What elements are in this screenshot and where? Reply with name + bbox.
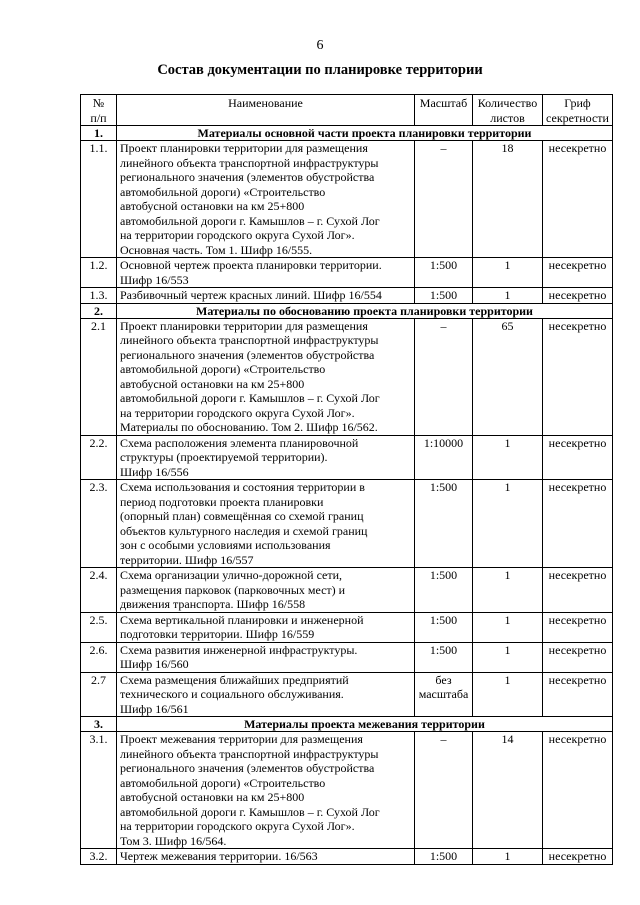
item-scale (415, 612, 473, 642)
item-name-line: Схема размещения ближайших предприятий (120, 672, 349, 687)
item-scale-line: 1:500 (429, 568, 458, 582)
item-name-line: Шифр 16/561 (120, 701, 189, 716)
item-number: 2.4. (81, 568, 117, 613)
item-scale-line: масштаба (418, 687, 469, 701)
item-name-line: подготовки территории. Шифр 16/559 (120, 627, 315, 641)
item-sheets: 14 (473, 732, 543, 849)
header-sheets (473, 95, 543, 126)
item-name-line: Схема организации улично-дорожной сети, (120, 568, 343, 582)
item-scale-line: – (440, 318, 447, 333)
item-sheets: 1 (473, 642, 543, 672)
item-secrecy: несекретно (543, 288, 613, 304)
header-name (117, 95, 415, 126)
item-scale-line: 1:500 (429, 612, 458, 627)
item-scale (415, 732, 473, 849)
header-secrecy-line: Гриф (564, 96, 591, 110)
table-row (81, 849, 613, 865)
header-name-text: Наименование (228, 96, 303, 110)
table-row (81, 318, 613, 435)
item-scale-line: – (440, 732, 447, 746)
item-name (117, 480, 415, 568)
item-name-line: (опорный план) совмещённая со схемой границ (120, 509, 364, 523)
item-secrecy: несекретно (543, 480, 613, 568)
item-name (117, 141, 415, 258)
item-scale-line: 1:10000 (423, 435, 464, 450)
header-scale-text: Масштаб (419, 96, 468, 110)
item-name-line: размещения парковок (парковочных мест) и (120, 582, 346, 597)
item-secrecy: несекретно (543, 732, 613, 849)
item-secrecy: несекретно (543, 642, 613, 672)
item-number: 2.6. (81, 642, 117, 672)
item-name-line: автомобильной дороги г. Камышлов – г. Сухой Лог (120, 804, 380, 819)
item-name-line: Чертеж межевания территории. 16/563 (120, 849, 318, 863)
item-name-line: регионального значения (элементов обустройства (120, 347, 375, 362)
item-name-line: Проект планировки территории для размещения (120, 141, 368, 155)
item-name-line: Схема расположения элемента планировочной (120, 435, 359, 450)
item-name-line: на территории городского округа Сухой Лог». (120, 405, 355, 420)
item-sheets: 1 (473, 480, 543, 568)
item-number: 3.1. (81, 732, 117, 849)
item-scale (415, 480, 473, 568)
document-title: Состав документации по планировке территории (157, 62, 483, 78)
table-row (81, 612, 613, 642)
item-scale-line: без (435, 672, 452, 687)
item-number: 1.3. (81, 288, 117, 304)
item-sheets: 18 (473, 141, 543, 258)
item-sheets: 1 (473, 849, 543, 865)
item-secrecy: несекретно (543, 672, 613, 717)
item-number: 1.1. (81, 141, 117, 258)
item-name-line: Схема использования и состояния территории в (120, 480, 365, 494)
page-number: 6 (316, 38, 324, 53)
item-name (117, 612, 415, 642)
item-secrecy: несекретно (543, 258, 613, 288)
item-name-line: Материалы по обоснованию. Том 2. Шифр 16/562. (120, 420, 378, 434)
item-name-line: движения транспорта. Шифр 16/558 (120, 597, 306, 611)
item-name-line: регионального значения (элементов обустройства (120, 761, 375, 775)
item-scale-line: 1:500 (429, 480, 458, 494)
item-sheets: 1 (473, 435, 543, 480)
item-number: 2.2. (81, 435, 117, 480)
item-name-line: линейного объекта транспортной инфраструктуры (120, 333, 379, 347)
item-secrecy: несекретно (543, 435, 613, 480)
item-secrecy: несекретно (543, 141, 613, 258)
section-row (81, 717, 613, 732)
header-secrecy-line: секретности (546, 110, 609, 125)
item-scale (415, 642, 473, 672)
item-name (117, 642, 415, 672)
header-scale (415, 95, 473, 126)
item-name-line: Проект межевания территории для размещения (120, 732, 363, 746)
item-scale (415, 288, 473, 304)
item-name (117, 849, 415, 865)
item-name-line: Шифр 16/560 (120, 657, 189, 671)
item-secrecy: несекретно (543, 612, 613, 642)
item-scale (415, 672, 473, 717)
item-name-line: Проект планировки территории для размещения (120, 318, 368, 333)
item-name-line: линейного объекта транспортной инфраструктуры (120, 155, 379, 170)
table-header-row (81, 95, 613, 126)
section-title: Материалы основной части проекта планировки территории (117, 126, 613, 141)
item-name (117, 568, 415, 613)
section-number: 1. (81, 126, 117, 141)
section-title: Материалы проекта межевания территории (117, 717, 613, 732)
item-name-line: на территории городского округа Сухой Лог». (120, 819, 355, 833)
item-name-line: Том 3. Шифр 16/564. (120, 833, 227, 848)
item-scale (415, 568, 473, 613)
item-name-line: Разбивочный чертеж красных линий. Шифр 16/554 (120, 288, 382, 302)
item-name (117, 288, 415, 304)
item-name (117, 672, 415, 717)
item-name-line: объектов культурного наследия и схемой границ (120, 523, 368, 538)
documentation-table (80, 94, 613, 865)
section-title: Материалы по обоснованию проекта планировки территории (117, 303, 613, 318)
item-scale (415, 435, 473, 480)
item-sheets: 1 (473, 288, 543, 304)
table-row (81, 258, 613, 288)
item-name-line: Шифр 16/553 (120, 272, 189, 287)
item-name-line: Шифр 16/556 (120, 464, 189, 479)
item-name-line: зон с особыми условиями использования (120, 538, 331, 552)
item-scale-line: 1:500 (429, 258, 458, 272)
item-name-line: автобусной остановки на км 25+800 (120, 790, 305, 804)
item-scale (415, 141, 473, 258)
item-sheets: 1 (473, 568, 543, 613)
table-row (81, 732, 613, 849)
item-name (117, 318, 415, 435)
item-name-line: автомобильной дороги г. Камышлов – г. Сухой Лог (120, 391, 380, 405)
item-name (117, 732, 415, 849)
item-scale-line: – (440, 141, 447, 155)
header-sheets-line: листов (490, 110, 525, 125)
item-scale (415, 258, 473, 288)
item-secrecy: несекретно (543, 849, 613, 865)
item-name-line: на территории городского округа Сухой Лог». (120, 228, 355, 242)
section-number: 3. (81, 717, 117, 732)
item-sheets: 1 (473, 258, 543, 288)
item-number: 1.2. (81, 258, 117, 288)
table-row (81, 141, 613, 258)
header-num-line: № (92, 96, 105, 110)
table-row (81, 568, 613, 613)
item-scale-line: 1:500 (429, 642, 458, 657)
item-name-line: автомобильной дороги) «Строительство (120, 362, 326, 376)
item-sheets: 1 (473, 612, 543, 642)
item-scale (415, 849, 473, 865)
item-name-line: Основная часть. Том 1. Шифр 16/555. (120, 242, 313, 257)
header-num-line: п/п (90, 110, 107, 125)
item-secrecy: несекретно (543, 568, 613, 613)
item-name-line: Основной чертеж проекта планировки территории. (120, 258, 382, 272)
item-sheets: 65 (473, 318, 543, 435)
section-number: 2. (81, 303, 117, 318)
item-secrecy: несекретно (543, 318, 613, 435)
item-name-line: линейного объекта транспортной инфраструктуры (120, 746, 379, 761)
section-row (81, 303, 613, 318)
header-sheets-line: Количество (477, 96, 538, 110)
item-name-line: автомобильной дороги г. Камышлов – г. Сухой Лог (120, 213, 380, 228)
item-name-line: технического и социального обслуживания. (120, 687, 344, 701)
item-name-line: регионального значения (элементов обустройства (120, 170, 375, 184)
item-name-line: территории. Шифр 16/557 (120, 552, 254, 567)
table-row (81, 435, 613, 480)
header-num (81, 95, 117, 126)
item-name-line: Схема вертикальной планировки и инженерной (120, 612, 364, 627)
item-number: 2.1 (81, 318, 117, 435)
item-name (117, 258, 415, 288)
table-row (81, 672, 613, 717)
item-scale-line: 1:500 (429, 288, 458, 302)
header-secrecy (543, 95, 613, 126)
item-number: 3.2. (81, 849, 117, 865)
item-number: 2.5. (81, 612, 117, 642)
table-body (81, 126, 613, 865)
table-row (81, 642, 613, 672)
item-name-line: Схема развития инженерной инфраструктуры. (120, 642, 358, 657)
item-number: 2.3. (81, 480, 117, 568)
item-name-line: автомобильной дороги) «Строительство (120, 775, 326, 790)
item-name-line: автомобильной дороги) «Строительство (120, 184, 326, 199)
item-number: 2.7 (81, 672, 117, 717)
table-row (81, 480, 613, 568)
table-row (81, 288, 613, 304)
item-name-line: автобусной остановки на км 25+800 (120, 376, 305, 391)
item-sheets: 1 (473, 672, 543, 717)
section-row (81, 126, 613, 141)
item-scale (415, 318, 473, 435)
item-name-line: автобусной остановки на км 25+800 (120, 199, 305, 213)
item-scale-line: 1:500 (429, 849, 458, 863)
item-name-line: структуры (проектируемой территории). (120, 450, 328, 464)
item-name-line: период подготовки проекта планировки (120, 494, 324, 509)
item-name (117, 435, 415, 480)
